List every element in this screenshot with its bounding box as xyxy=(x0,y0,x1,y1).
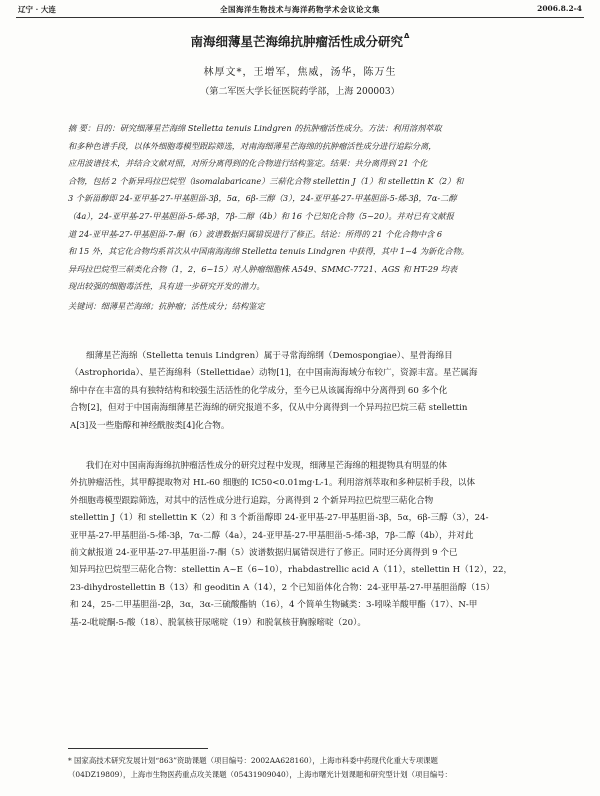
footnote-line: （04DZ19809），上海市生物医药重点攻关课题（05431909040），上海市曙光计划课题和研究型计划（项目编号： xyxy=(68,770,452,779)
paper-title-text: 南海细薄星芒海绵抗肿瘤活性成分研究 xyxy=(190,34,404,49)
author-list: 林厚文*，王增军，焦威，汤华，陈万生 xyxy=(203,67,397,78)
abstract-line: 异玛拉巴烷型三萜类化合物（1，2，6~15）对人肿瘤细胞株 A549、SMMC-7721、AGS 和 HT-29 均表 xyxy=(68,263,458,274)
footnote-rule xyxy=(68,748,208,749)
header-date: 2006.8.2-4 xyxy=(537,4,582,13)
abstract-line: 道 24-亚甲基-27-甲基胆甾-7-酮（6）波谱数据归属错误进行了修正。结论：所得的 21 个化合物中含 6 xyxy=(68,228,443,239)
abstract-line: 现出较强的细胞毒活性，具有进一步研究开发的潜力。 xyxy=(68,281,265,292)
body-line: 前文献报道 24-亚甲基-27-甲基胆甾-7-酮（5）波谱数据归属错误进行了修正。同时还分离得到 9 个已 xyxy=(70,548,458,559)
abstract-line: 摘 要：目的：研究细薄星芒海绵 Stelletta tenuis Lindgren 的抗肿瘤活性成分。方法：利用溶剂萃取 xyxy=(68,123,442,133)
abstract-line: （4a），24-亚甲基-27-甲基胆甾-5-烯-3β，7β-二醇（4b）和 16 个已知化合物（5~20）。并对已有文献报 xyxy=(68,210,454,221)
funding-footnote xyxy=(68,754,538,782)
header-proceedings-title: 全国海洋生物技术与海洋药物学术会议论文集 xyxy=(220,5,380,14)
running-header xyxy=(16,4,584,18)
intro-paragraph xyxy=(70,348,536,435)
abstract-line: 应用波谱技术，并结合文献对照，对所分离得到的化合物进行结构鉴定。结果：共分离得到 21 个化 xyxy=(68,158,428,169)
header-rule xyxy=(16,17,584,18)
body-line: 亚甲基-27-甲基胆甾-5-烯-3β，7α-二醇（4a），24-亚甲基-27-甲基胆甾-5-烯-3β，7β-二醇（4b），并对此 xyxy=(70,530,474,541)
abstract-line: 和多种色谱手段，以体外细胞毒模型跟踪筛选，对南海细薄星芒海绵的抗肿瘤活性成分进行追踪分离， xyxy=(68,140,437,151)
title-footnote-mark: Δ xyxy=(404,32,410,40)
body-line: stellettin J（1）和 stellettin K（2）和 3 个新甾醇即 24-亚甲基-27-甲基胆甾-3β，5α，6β-三醇（3），24- xyxy=(70,513,489,524)
abstract-line: 3 个新甾醇即 24-亚甲基-27-甲基胆甾-3β，5α，6β-三醇（3），24-亚甲基-27-甲基胆甾-5-烯-3β，7α-二醇 xyxy=(68,193,457,204)
body-line: 绵中存在丰富的具有独特结构和较强生活活性的化学成分，至今已从该属海绵中分离得到 60 多个化 xyxy=(70,385,448,396)
body-line: 我们在对中国南海海绵抗肿瘤活性成分的研究过程中发现，细薄星芒海绵的粗提物具有明显的体 xyxy=(86,461,447,471)
body-line: （Astrophorida）、星芒海绵科（Stellettidae）动物[1]，在中国南海海域分布较广，资源丰富。星芒属海 xyxy=(70,368,478,379)
body-line: 合物[2]，但对于中国南海细薄星芒海绵的研究报道不多，仅从中分离得到一个异玛拉巴烷三萜 stellettin xyxy=(70,403,468,414)
abstract-line: 和 15 外，其它化合物均系首次从中国南海海绵 Stelletta tenuis Lindgren 中获得，其中 1~4 为新化合物。 xyxy=(68,246,469,257)
methods-paragraph xyxy=(70,458,536,632)
body-line: 细薄星芒海绵（Stelletta tenuis Lindgren）属于寻常海绵纲（Demospongiae）、星骨海绵目 xyxy=(86,351,453,361)
abstract xyxy=(68,120,538,296)
body-line: 知异玛拉巴烷型三萜化合物：stellettin A~E（6~10），rhabdastrellic acid A（11），stellettin H（12），22， xyxy=(70,565,513,576)
paper-title xyxy=(0,32,600,50)
body-line: 外细胞毒模型跟踪筛选，对其中的活性成分进行追踪，分离得到 2 个新异玛拉巴烷型三萜化合物 xyxy=(70,495,434,506)
keywords: 关键词：细薄星芒海绵；抗肿瘤；活性成分；结构鉴定 xyxy=(68,301,265,311)
body-line: 外抗肿瘤活性，其甲醇提取物对 HL-60 细胞的 IC50<0.01mg·L-1。利用溶剂萃取和多种层析手段，以体 xyxy=(70,478,476,489)
body-line: 23-dihydrostellettin B（13）和 geoditin A（14），2 个已知甾体化合物：24-亚甲基-27-甲基胆甾醇（15） xyxy=(70,582,495,593)
body-line: 和 24，25-二甲基胆甾-2β，3α，3α-三硫酸酯钠（16），4 个简单生物碱类：3-吲哚羊酸甲酯（17）、N-甲 xyxy=(70,600,478,611)
header-location: 辽宁 · 大连 xyxy=(18,5,56,14)
abstract-line: 合物，包括 2 个新异玛拉巴烷型（isomalabaricane）三萜化合物 stellettin J（1）和 stellettin K（2）和 xyxy=(68,175,464,186)
footnote-line: * 国家高技术研究发展计划“863”资助课题（项目编号：2002AA628160），上海市科委中药现代化重大专项课题 xyxy=(68,756,438,765)
body-line: 基-2-吡啶酮-5-酸（18）、脱氧核苷尿嘧啶（19）和脱氧核苷胸腺嘧啶（20）。 xyxy=(70,617,366,628)
affiliation: （第二军医大学长征医院药学部，上海 200003） xyxy=(200,87,400,97)
body-line: A[3]及一些脂醇和神经酰胺类[4]化合物。 xyxy=(70,420,230,431)
